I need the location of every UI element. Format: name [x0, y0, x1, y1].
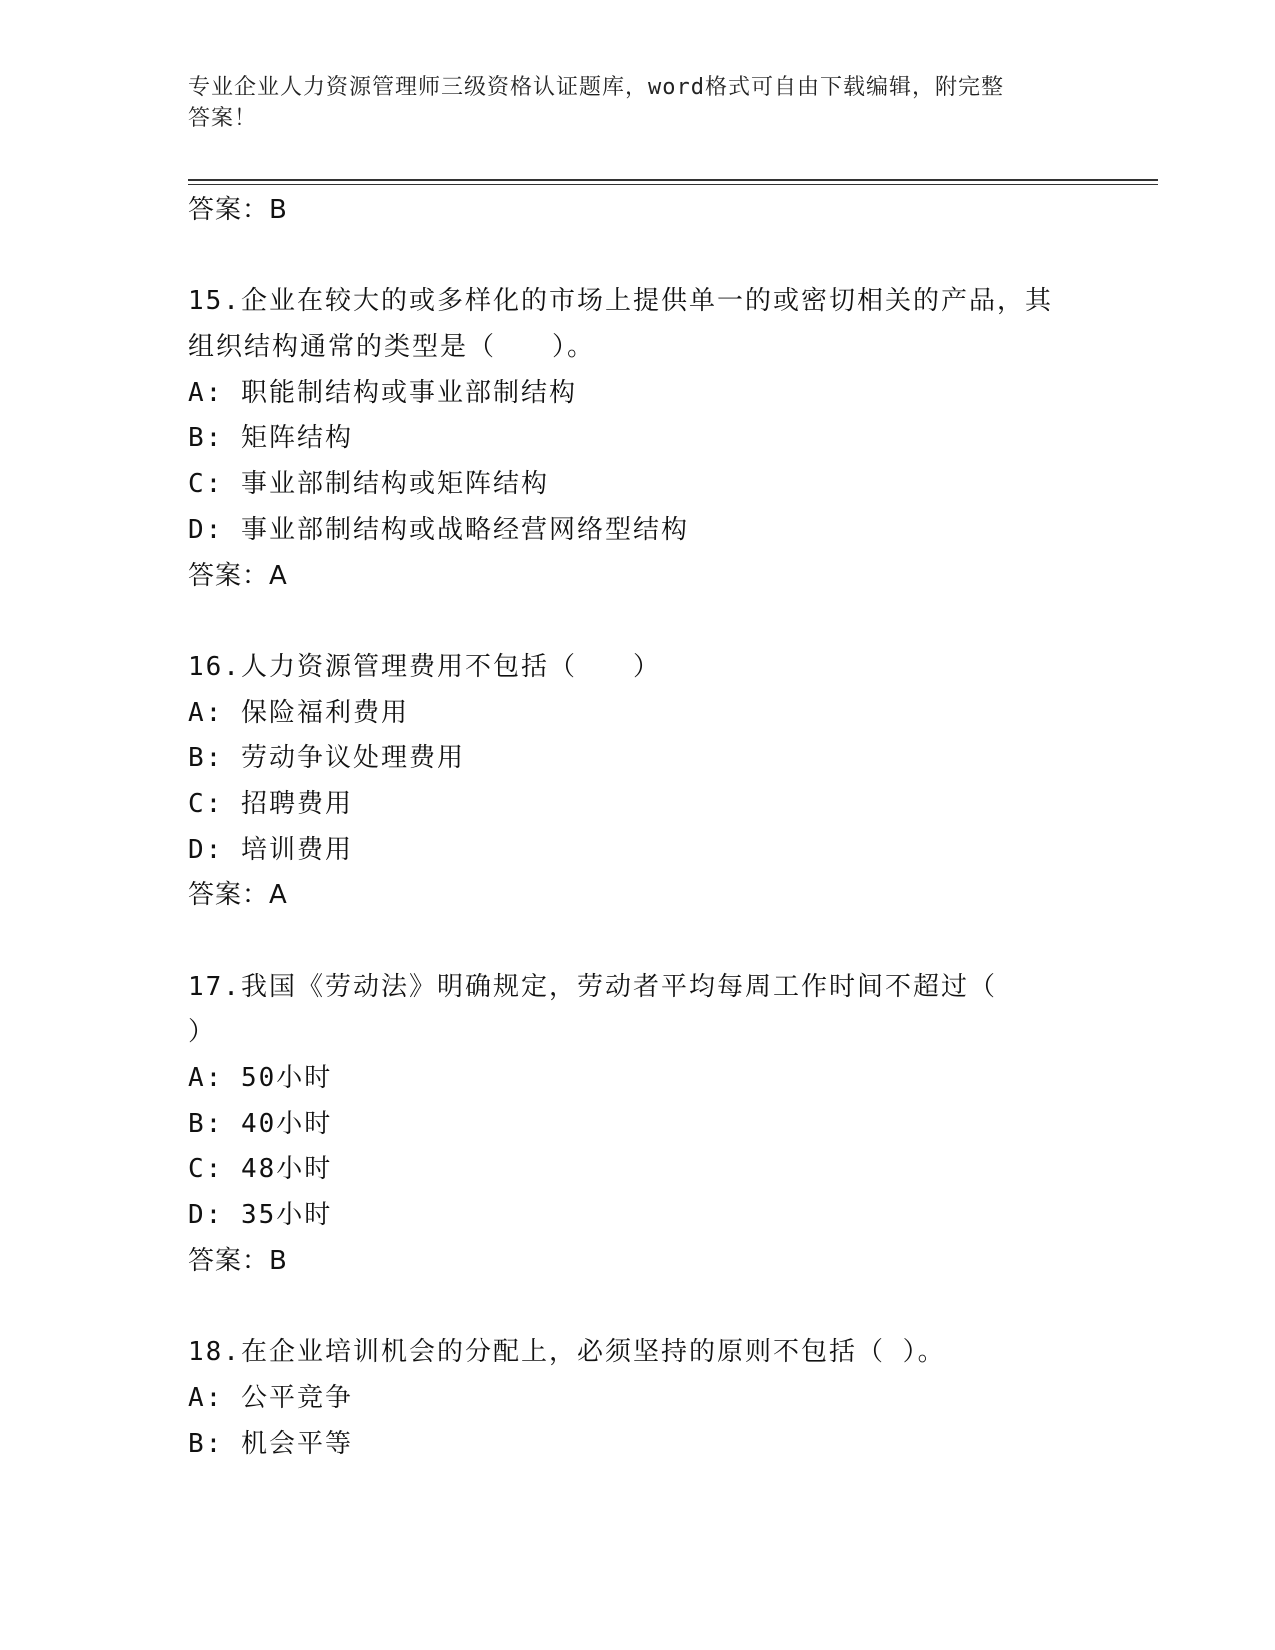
question-item	[188, 645, 1088, 919]
option-d: D: 35小时	[188, 1200, 333, 1231]
option-a: A: 50小时	[188, 1063, 333, 1094]
option-c: C: 招聘费用	[188, 788, 353, 819]
question-stem: 15.企业在较大的或多样化的市场上提供单一的或密切相关的产品，其	[188, 286, 1053, 317]
spacer	[188, 1285, 1088, 1331]
option-b: B: 劳动争议处理费用	[188, 743, 465, 774]
spacer	[188, 234, 1088, 280]
spacer	[188, 919, 1088, 965]
question-list	[188, 188, 1088, 1467]
option-a: A: 保险福利费用	[188, 697, 409, 728]
header-rule	[188, 184, 1158, 185]
spacer	[188, 599, 1088, 645]
answer-line: 答案：B	[188, 195, 288, 225]
option-c: C: 事业部制结构或矩阵结构	[188, 469, 549, 500]
question-item	[188, 965, 1088, 1285]
header-rule	[188, 179, 1158, 181]
option-c: C: 48小时	[188, 1154, 333, 1185]
header-line: 专业企业人力资源管理师三级资格认证题库，word格式可自由下载编辑，附完整	[188, 75, 1004, 100]
question-item	[188, 1330, 1088, 1467]
question-item	[188, 279, 1088, 599]
question-stem: 组织结构通常的类型是（ ）。	[188, 332, 596, 363]
question-stem: 17.我国《劳动法》明确规定，劳动者平均每周工作时间不超过（	[188, 971, 997, 1002]
option-d: D: 培训费用	[188, 834, 353, 865]
question-stem: 16.人力资源管理费用不包括（ ）	[188, 651, 661, 682]
question-stem: 18.在企业培训机会的分配上，必须坚持的原则不包括（ ）。	[188, 1337, 946, 1368]
answer-line: 答案：B	[188, 1245, 288, 1276]
question-stem: ）	[188, 1017, 217, 1048]
page-header	[188, 72, 1068, 134]
option-b: B: 机会平等	[188, 1428, 353, 1459]
header-line: 答案！	[188, 106, 258, 131]
option-a: A: 职能制结构或事业部制结构	[188, 377, 577, 408]
option-a: A: 公平竞争	[188, 1382, 353, 1413]
option-d: D: 事业部制结构或战略经营网络型结构	[188, 514, 689, 545]
option-b: B: 40小时	[188, 1108, 333, 1139]
answer-line: 答案：A	[188, 560, 288, 591]
option-b: B: 矩阵结构	[188, 423, 353, 454]
answer-line: 答案：A	[188, 880, 288, 911]
